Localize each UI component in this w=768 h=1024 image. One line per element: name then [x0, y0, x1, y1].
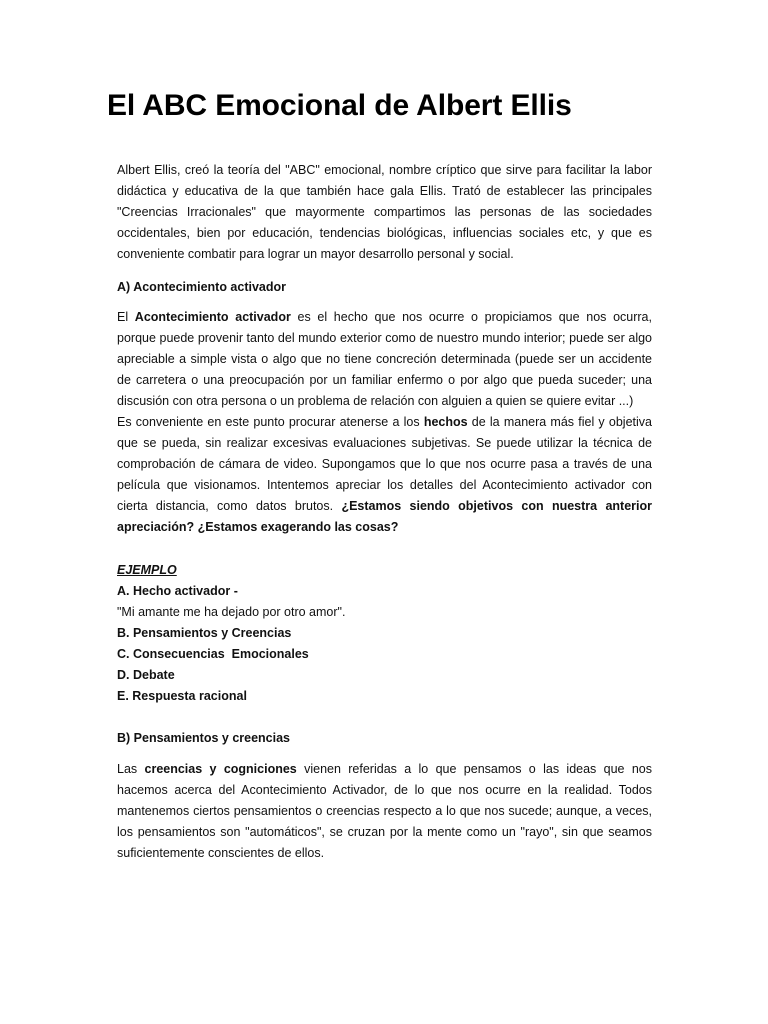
section-b-p1-rest: vienen referidas a lo que pensamos o las ideas que nos hacemos acerca del Acontecimiento Activador, de lo que nos ocurre en la realidad. Todos mantenemos ciertos pensamientos o creencias respecto a lo que nos sucede; aunque, a veces, los pensamientos son "automáticos", se cruzan por la mente como un "rayo", sin que seamos suficientemente conscientes de ellos. [117, 762, 652, 860]
section-a-p1-bold: Acontecimiento activador [134, 310, 291, 324]
document-body [117, 160, 652, 864]
example-line-a: A. Hecho activador - [117, 584, 238, 598]
section-a-paragraph-1 [117, 307, 652, 412]
page-title: El ABC Emocional de Albert Ellis [107, 89, 572, 122]
section-b-heading: B) Pensamientos y creencias [117, 731, 290, 745]
section-a-p2-mid: de la manera más fiel y objetiva que se pueda, sin realizar excesivas evaluaciones subjetivas. Se puede utilizar la técnica de comprobación de cámara de video. Supongamos que lo que nos ocurre pasa a través de una película que visionamos. Intentemos apreciar los detalles del Acontecimiento activador con cierta distancia, como datos brutos. [117, 415, 652, 513]
example-line-c: C. Consecuencias Emocionales [117, 647, 309, 661]
example-quote: "Mi amante me ha dejado por otro amor". [117, 605, 346, 619]
intro-paragraph: Albert Ellis, creó la teoría del "ABC" emocional, nombre críptico que sirve para facilitar la labor didáctica y educativa de la que también hace gala Ellis. Trató de establecer las principales "Creencias Irracionales" que mayormente compartimos las personas de las sociedades occidentales, bien por educación, tendencias biológicas, influencias sociales etc, y que es conveniente combatir para lograr un mayor desarrollo personal y social. [117, 163, 652, 261]
section-a-paragraph-2 [117, 412, 652, 538]
example-line-d: D. Debate [117, 668, 175, 682]
section-a-p2-bold-end: ¿Estamos siendo objetivos con nuestra anterior apreciación? ¿Estamos exagerando las cosas? [117, 499, 652, 534]
example-line-b: B. Pensamientos y Creencias [117, 626, 292, 640]
example-line-e: E. Respuesta racional [117, 689, 247, 703]
section-a-p1-start: El [117, 310, 135, 324]
section-a-heading: A) Acontecimiento activador [117, 280, 287, 294]
example-heading: EJEMPLO [117, 563, 177, 577]
section-b-p1-start: Las [117, 762, 145, 776]
section-a-p2-start: Es conveniente en este punto procurar atenerse a los [117, 415, 424, 429]
section-b-p1-bold: creencias y cogniciones [144, 762, 297, 776]
section-b-paragraph-1 [117, 759, 652, 864]
section-a-p2-bold: hechos [423, 415, 468, 429]
section-a-p1-rest: es el hecho que nos ocurre o propiciamos que nos ocurra, porque puede provenir tanto del mundo exterior como de nuestro mundo interior; puede ser algo apreciable a simple vista o algo que no tiene concreción determinada (puede ser un accidente de carretera o una preocupación por un familiar enfermo o por algo que pueda suceder; una discusión con otra persona o un problema de relación con alguien a quien se quiere evitar ...) [117, 310, 652, 408]
